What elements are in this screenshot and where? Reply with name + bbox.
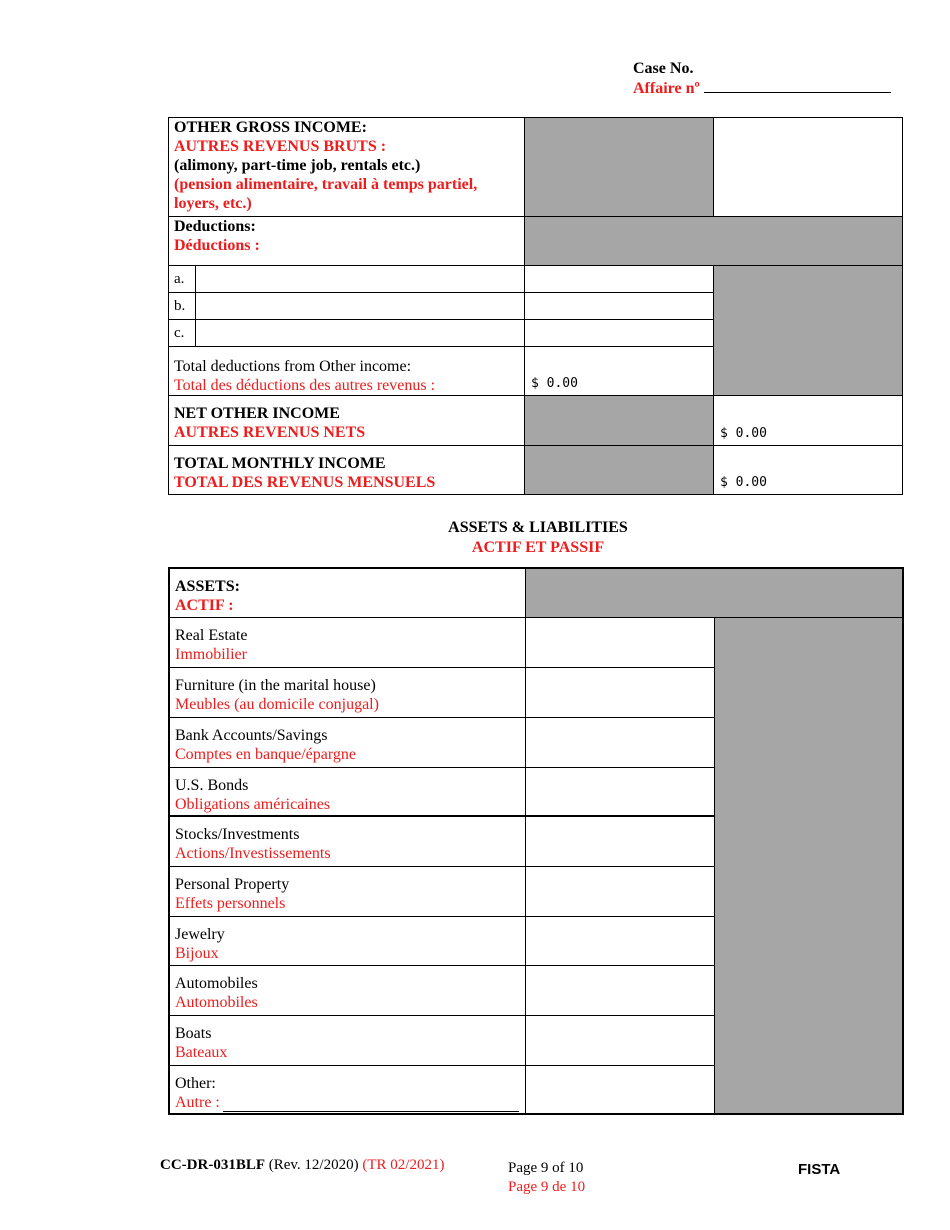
assets-title — [169, 568, 525, 617]
form-revision: (Rev. 12/2020) — [268, 1157, 359, 1173]
asset-label-en: Automobiles — [175, 974, 258, 992]
asset-row-label — [169, 866, 525, 916]
total-monthly-income-label — [169, 446, 525, 495]
assets-liabilities-heading-fr: ACTIF ET PASSIF — [471, 539, 605, 556]
asset-row-label — [169, 767, 525, 816]
deduction-c-amount[interactable] — [525, 320, 714, 347]
stocks-value[interactable] — [525, 816, 714, 866]
net-other-income-fr: AUTRES REVENUS NETS — [174, 424, 366, 441]
other-income-table — [168, 117, 903, 495]
other-asset-value[interactable] — [525, 1065, 714, 1114]
other-gross-income-amount[interactable] — [714, 118, 903, 217]
asset-label-fr: Comptes en banque/épargne — [175, 745, 356, 763]
furniture-value[interactable] — [525, 667, 714, 717]
asset-label-fr: Obligations américaines — [175, 795, 331, 813]
total-deductions-label — [169, 347, 525, 396]
shaded-cell — [714, 266, 903, 396]
asset-row-label — [169, 667, 525, 717]
asset-row-label — [169, 916, 525, 965]
deduction-b-description[interactable] — [196, 293, 525, 320]
deduction-letter: b. — [169, 293, 196, 320]
other-gross-income-label — [169, 118, 525, 217]
deductions-label — [169, 217, 525, 266]
asset-row-label — [169, 816, 525, 866]
personal-property-value[interactable] — [525, 866, 714, 916]
assets-liabilities-heading-en: ASSETS & LIABILITIES — [448, 519, 628, 536]
asset-label-fr: Bateaux — [175, 1043, 228, 1061]
deduction-b-amount[interactable] — [525, 293, 714, 320]
net-other-income-value[interactable]: $ 0.00 — [714, 396, 903, 446]
other-gross-income-fr: AUTRES REVENUS BRUTS : — [174, 138, 387, 155]
other-gross-income-note-fr: (pension alimentaire, travail à temps partiel, loyers, etc.) — [174, 176, 478, 212]
total-deductions-value[interactable]: $ 0.00 — [525, 347, 714, 396]
shaded-cell — [525, 396, 714, 446]
case-number-field[interactable] — [704, 78, 891, 93]
deductions-en: Deductions: — [174, 218, 256, 235]
asset-label-en: Bank Accounts/Savings — [175, 726, 328, 744]
deduction-c-description[interactable] — [196, 320, 525, 347]
deduction-letter: c. — [169, 320, 196, 347]
total-monthly-income-en: TOTAL MONTHLY INCOME — [174, 455, 386, 472]
asset-other-en: Other: — [175, 1074, 216, 1092]
asset-label-en: U.S. Bonds — [175, 776, 249, 794]
real-estate-value[interactable] — [525, 617, 714, 667]
asset-label-en: Furniture (in the marital house) — [175, 676, 376, 694]
shaded-cell — [525, 446, 714, 495]
assets-liabilities-heading — [0, 518, 950, 558]
brand-label: FISTA — [798, 1161, 841, 1178]
asset-row-label — [169, 717, 525, 767]
shaded-cell — [525, 568, 903, 617]
asset-label-fr: Automobiles — [175, 993, 258, 1011]
total-monthly-income-fr: TOTAL DES REVENUS MENSUELS — [174, 474, 436, 491]
net-other-income-label — [169, 396, 525, 446]
assets-table — [168, 567, 904, 1115]
asset-row-label — [169, 1015, 525, 1065]
asset-row-label — [169, 965, 525, 1015]
total-monthly-income-value[interactable]: $ 0.00 — [714, 446, 903, 495]
boats-value[interactable] — [525, 1015, 714, 1065]
form-translation-revision: (TR 02/2021) — [362, 1157, 445, 1173]
asset-label-fr: Effets personnels — [175, 894, 286, 912]
asset-label-en: Boats — [175, 1024, 212, 1042]
page-number-en: Page 9 of 10 — [508, 1160, 584, 1176]
other-gross-income-note-en: (alimony, part-time job, rentals etc.) — [174, 157, 421, 174]
asset-row-label — [169, 617, 525, 667]
asset-label-en: Stocks/Investments — [175, 826, 300, 843]
assets-title-fr: ACTIF : — [175, 597, 234, 614]
assets-title-en: ASSETS: — [175, 578, 240, 595]
other-gross-income-en: OTHER GROSS INCOME: — [174, 119, 367, 136]
case-number-label: Case No. — [633, 60, 694, 77]
deduction-a-description[interactable] — [196, 266, 525, 293]
shaded-cell — [525, 217, 903, 266]
asset-label-fr: Bijoux — [175, 944, 219, 962]
bank-accounts-value[interactable] — [525, 717, 714, 767]
asset-label-fr: Immobilier — [175, 645, 247, 663]
us-bonds-value[interactable] — [525, 767, 714, 816]
net-other-income-en: NET OTHER INCOME — [174, 405, 340, 422]
total-deductions-fr: Total des déductions des autres revenus : — [174, 377, 436, 394]
jewelry-value[interactable] — [525, 916, 714, 965]
asset-row-label — [169, 1065, 525, 1114]
asset-label-en: Jewelry — [175, 925, 225, 943]
shaded-cell — [525, 118, 714, 217]
asset-label-fr: Actions/Investissements — [175, 845, 331, 862]
form-id: CC-DR-031BLF — [160, 1157, 265, 1173]
form-identifier — [160, 1157, 444, 1174]
asset-label-en: Real Estate — [175, 626, 248, 644]
automobiles-value[interactable] — [525, 965, 714, 1015]
asset-other-fr: Autre : — [175, 1093, 220, 1111]
shaded-cell — [714, 617, 903, 1114]
asset-label-en: Personal Property — [175, 875, 290, 893]
case-number-label-fr: Affaire nº — [633, 80, 700, 97]
other-asset-description-field[interactable] — [223, 1095, 519, 1112]
asset-label-fr: Meubles (au domicile conjugal) — [175, 695, 379, 713]
page-number — [508, 1159, 585, 1197]
deduction-a-amount[interactable] — [525, 266, 714, 293]
page-number-fr: Page 9 de 10 — [508, 1179, 586, 1195]
deductions-fr: Déductions : — [174, 237, 260, 254]
total-deductions-en: Total deductions from Other income: — [174, 358, 412, 375]
case-number-block — [633, 59, 891, 98]
deduction-letter: a. — [169, 266, 196, 293]
